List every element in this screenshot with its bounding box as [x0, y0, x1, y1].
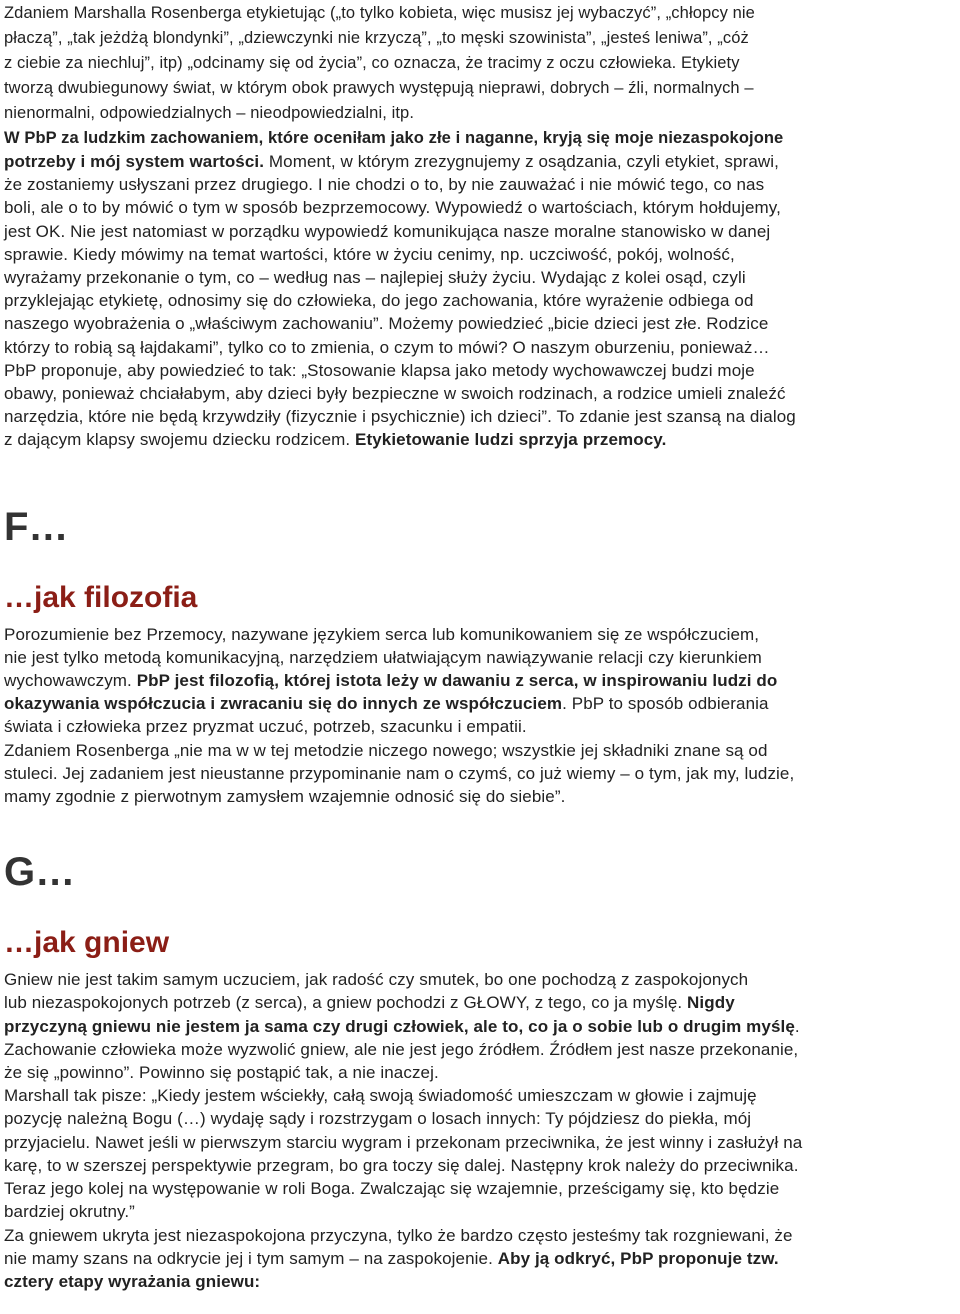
text-line: z ciebie za niechluj”, itp) „odcinamy się od życia”, co oznacza, że tracimy z oczu człowieka. Etykiety	[4, 54, 740, 72]
section-letter: F…	[4, 504, 69, 549]
text-line: stuleci. Jej zadaniem jest nieustanne przypominanie nam o czymś, co już wiemy – o tym, jak my, ludzie,	[4, 763, 795, 783]
text: lub niezaspokojonych potrzeb (z serca), a gniew pochodzi z GŁOWY, z tego, co ja myślę.	[4, 993, 688, 1013]
text-line: przyjacielu. Nawet jeśli w pierwszym starciu wygram i przekonam przeciwnika, że jest winny i zasłużył na	[4, 1132, 803, 1152]
text-line: Za gniewem ukryta jest niezaspokojona przyczyna, tylko że bardzo często jesteśmy tak rozgniewani, że	[4, 1225, 793, 1245]
text-line: karę, to w szerszej perspektywie przegram, bo gra toczy się dalej. Następny krok należy do przeciwnika.	[4, 1155, 799, 1175]
text-line	[4, 692, 954, 715]
section-f	[4, 504, 954, 809]
text-line: PbP proponuje, aby powiedzieć to tak: „Stosowanie klapsa jako metody wychowawczej budzi moje	[4, 360, 755, 380]
text: . PbP to sposób odbierania	[562, 694, 769, 714]
text-line: boli, ale o to by mówić o tym w sposób bezprzemocowy. Wypowiedź o wartościach, którym hołdujemy,	[4, 198, 781, 218]
text-line	[4, 1247, 954, 1270]
bold-text: Etykietowanie ludzi sprzyja przemocy.	[355, 430, 667, 450]
text-line: mamy zgodnie z pierwotnym zamysłem wzajemnie odnosić się do siebie”.	[4, 787, 566, 807]
text-line: że się „powinno”. Powinno się postąpić tak, a nie inaczej.	[4, 1063, 439, 1083]
text-line: wyrażamy przekonanie o tym, co – według nas – najlepiej służy życiu. Wydając z kolei osąd, czyli	[4, 268, 746, 288]
text-line: tworzą dwubiegunowy świat, w którym obok prawych występują nieprawi, dobrych – źli, normalnych –	[4, 79, 754, 97]
text-line: narzędzia, które nie będą krzywdziły (fizycznie i psychicznie) ich dzieci”. To zdanie jest szansą na dialog	[4, 407, 796, 427]
paragraph-etykiety	[4, 0, 954, 452]
text-line: pozycję należną Bogu (…) wydaję sądy i rozstrzygam o losach innych: Ty pójdziesz do piekła, mój	[4, 1109, 752, 1129]
text: Moment, w którym zrezygnujemy z osądzania, czyli etykiet, sprawi,	[264, 152, 779, 171]
text-line	[4, 991, 954, 1014]
text-line	[4, 1015, 954, 1038]
text-line: bardziej okrutny.”	[4, 1202, 135, 1222]
text: wychowawczym.	[4, 671, 137, 691]
text-line: nie jest tylko metodą komunikacyjną, narzędziem ułatwiającym nawiązywanie relacji czy kierunkiem	[4, 647, 762, 667]
text-line: obawy, ponieważ chciałabym, aby dzieci były bezpieczne w swoich rodzinach, a rodzice umieli znaleźć	[4, 384, 786, 404]
bold-text: przyczyną gniewu nie jestem ja sama czy drugi człowiek, ale to, co ja o sobie lub o drugim myślę	[4, 1016, 795, 1036]
text-line: Teraz jego kolej na występowanie w roli Boga. Zwalczając się wzajemnie, prześcigamy się, kto będzie	[4, 1179, 780, 1199]
text-line: którzy to robią są łajdakami”, tylko co to zmienia, o czym to mówi? O naszym oburzeniu, ponieważ…	[4, 337, 770, 357]
bold-text: Aby ją odkryć, PbP proponuje tzw.	[497, 1248, 779, 1268]
text-line: Zdaniem Rosenberga „nie ma w w tej metodzie niczego nowego; wszystkie jej składniki znane są od	[4, 740, 768, 760]
section-title: …jak gniew	[4, 926, 170, 960]
bold-text: PbP jest filozofią, której istota leży w dawaniu z serca, w inspirowaniu ludzi do	[136, 671, 778, 691]
text-line: Gniew nie jest takim samym uczuciem, jak radość czy smutek, bo one pochodzą z zaspokojonych	[4, 970, 749, 990]
text-line: Marshall tak pisze: „Kiedy jestem wściekły, całą swoją świadomość umieszczam w głowie i zajmuję	[4, 1086, 757, 1106]
text-line: Zdaniem Marshalla Rosenberga etykietując („to tylko kobieta, więc musisz jej wybaczyć”, „chłopcy nie	[4, 4, 755, 22]
bold-text: okazywania współczucia i zwracaniu się do innych ze współczuciem	[4, 694, 563, 714]
bold-text-line: cztery etapy wyrażania gniewu:	[4, 1271, 261, 1291]
text: nie mamy szans na odkrycie jej i tym samym – na zaspokojenie.	[4, 1248, 498, 1268]
text-line: sprawie. Kiedy mówimy na temat wartości, które w życiu cenimy, np. uczciwość, pokój, wolność,	[4, 244, 735, 264]
text-line: nienormalni, odpowiedzialnych – nieodpowiedzialni, itp.	[4, 104, 414, 122]
text-line	[4, 150, 954, 173]
text: .	[794, 1016, 800, 1036]
section-title: …jak filozofia	[4, 580, 198, 614]
text-line: naszego wyobrażenia o „właściwym zachowaniu”. Możemy powiedzieć „bicie dzieci jest złe. Rodzice	[4, 314, 769, 334]
bold-text: potrzeby i mój system wartości.	[4, 152, 265, 171]
text-line	[4, 669, 954, 692]
text-line: płaczą”, „tak jeżdżą blondynki”, „dziewczynki nie krzyczą”, „to męski szowinista”, „jesteś leniwa”, „cóż	[4, 29, 749, 47]
text-line: przyklejając etykietę, odnosimy się do człowieka, do jego zachowania, które wyrażenie odbiega od	[4, 291, 754, 311]
text-line: jest OK. Nie jest natomiast w porządku wypowiedź komunikująca nasze moralne stanowisko w danej	[4, 221, 771, 241]
text-line	[4, 428, 954, 451]
section-g	[4, 852, 954, 1293]
section-letter: G…	[4, 850, 76, 895]
bold-text-line: W PbP za ludzkim zachowaniem, które oceniłam jako złe i naganne, kryją się moje niezaspokojone	[4, 129, 784, 147]
bold-text: Nigdy	[687, 993, 735, 1013]
text-line: świata i człowieka przez pryzmat uczuć, potrzeb, szacunku i empatii.	[4, 717, 527, 737]
text-line: że zostaniemy usłyszani przez drugiego. I nie chodzi o to, by nie zauważać i nie mówić tego, co nas	[4, 175, 765, 195]
text: z dającym klapsy swojemu dziecku rodzicem.	[4, 430, 356, 450]
text-line: Zachowanie człowieka może wyzwolić gniew, ale nie jest jego źródłem. Źródłem jest nasze przekonanie,	[4, 1039, 799, 1059]
text-line: Porozumienie bez Przemocy, nazywane językiem serca lub komunikowaniem się ze współczuciem,	[4, 624, 760, 644]
document-page	[4, 0, 954, 1293]
